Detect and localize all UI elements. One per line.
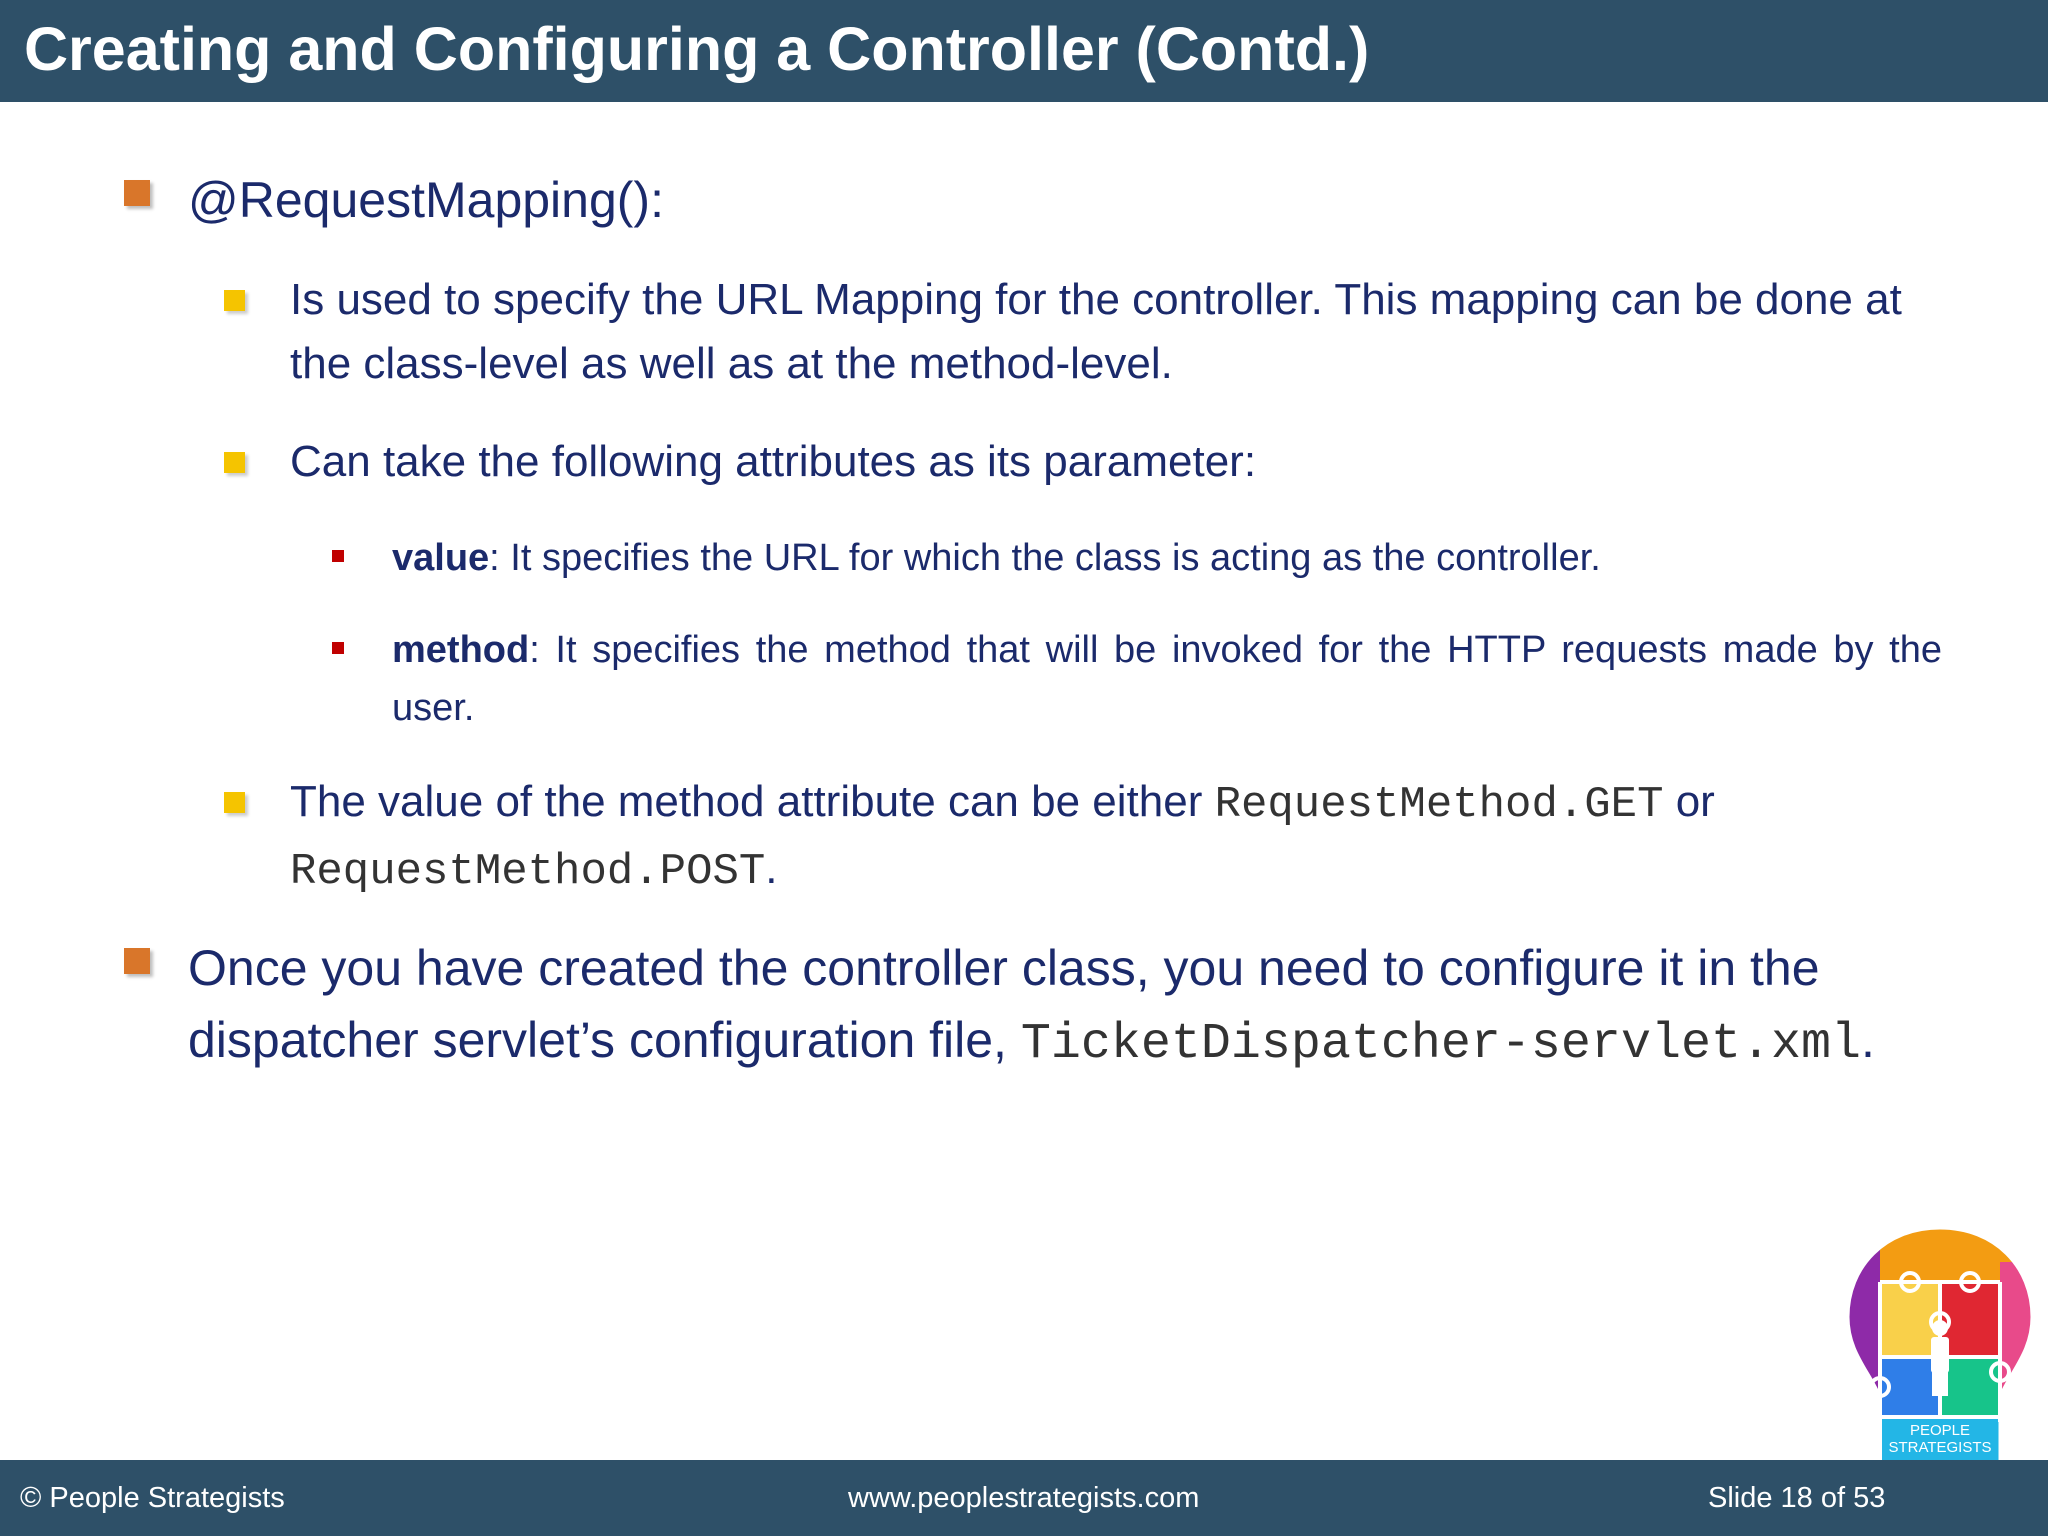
attribute-value-desc: : It specifies the URL for which the class is acting as the controller. [489, 537, 1601, 579]
attribute-value-term: value [392, 537, 490, 579]
method-values-or: or [1663, 777, 1715, 826]
sub-bullet-url-mapping: Is used to specify the URL Mapping for the controller. This mapping can be done at the class-level as well as at the method-level. [290, 275, 1902, 388]
bullet-square-orange [124, 180, 150, 206]
footer-copyright: © People Strategists [20, 1482, 285, 1514]
logo-text-line2: STRATEGISTS [1888, 1439, 1992, 1456]
bullet-configure-controller [188, 932, 1948, 1081]
code-request-method-get: RequestMethod.GET [1214, 780, 1664, 830]
bullet-square-yellow [224, 792, 245, 813]
attribute-method-term: method [392, 629, 530, 671]
method-values-text: The value of the method attribute can be either [290, 777, 1215, 826]
configure-text: Once you have created the controller class, you need to configure it in the dispatcher servlet’s configuration file, [188, 940, 1820, 1068]
bullet-request-mapping: @RequestMapping(): [188, 172, 664, 228]
footer-bar [0, 1460, 2048, 1536]
bullet-square-red [332, 642, 344, 654]
bullet-square-red [332, 550, 344, 562]
slide-title: Creating and Configuring a Controller (Contd.) [24, 15, 1370, 83]
attribute-method-item [392, 621, 1942, 737]
bullet-square-yellow [224, 290, 245, 311]
attribute-method-desc: : It specifies the method that will be invoked for the HTTP requests made by the user. [392, 629, 1942, 729]
sub-bullet-method-values [290, 770, 1910, 904]
code-servlet-xml: TicketDispatcher-servlet.xml [1020, 1016, 1861, 1073]
slide-number: Slide 18 of 53 [1708, 1482, 1886, 1514]
method-values-period: . [765, 844, 778, 893]
bullet-square-yellow [224, 452, 245, 473]
title-bar [0, 0, 2048, 102]
bullet-square-orange [124, 948, 150, 974]
footer-website: www.peoplestrategists.com [848, 1482, 1200, 1514]
logo-text-line1: PEOPLE [1909, 1422, 1971, 1439]
sub-bullet-attributes: Can take the following attributes as its parameter: [290, 437, 1257, 486]
configure-period: . [1860, 1012, 1875, 1068]
attribute-value-item [392, 529, 1982, 587]
code-request-method-post: RequestMethod.POST [290, 847, 766, 897]
